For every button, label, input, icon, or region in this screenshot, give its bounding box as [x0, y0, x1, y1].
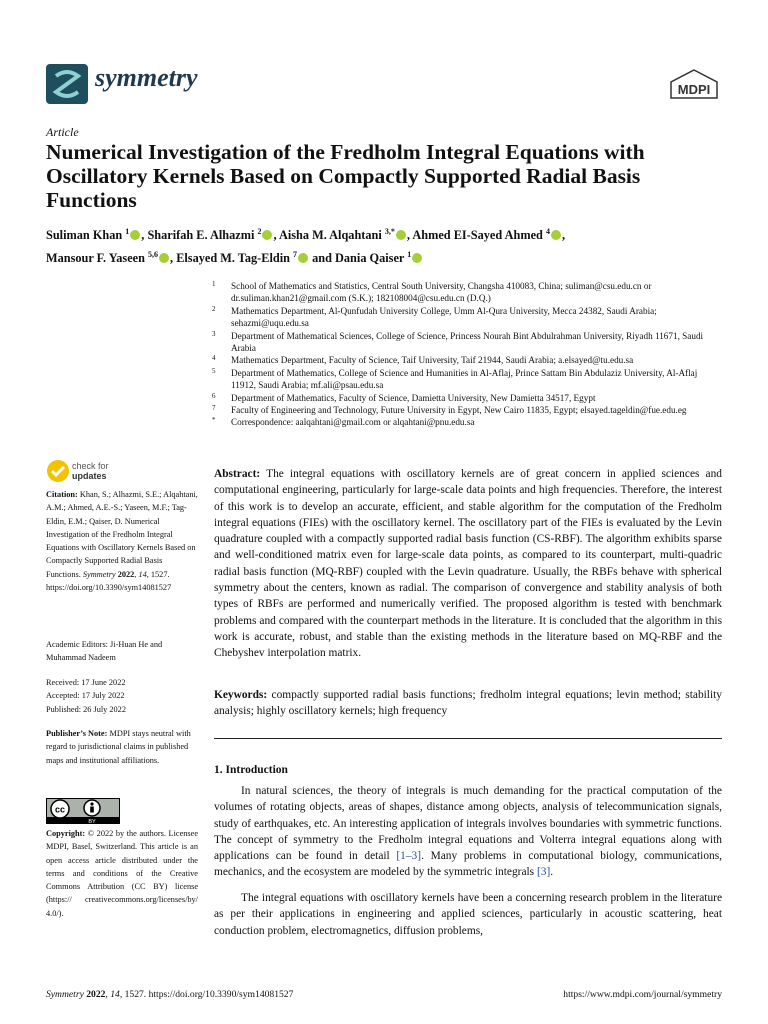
affiliation-number: 4	[212, 354, 216, 363]
svg-text:BY: BY	[88, 819, 96, 824]
citation-label: Citation:	[46, 490, 78, 499]
keywords-text: compactly supported radial basis functions; fredholm integral equations; levin method; stability analysis; highly oscillatory kernels; high frequency	[214, 689, 722, 718]
affiliation-item	[212, 416, 724, 428]
affiliation-number: 5	[212, 366, 216, 375]
author-affiliation-sup: 1	[407, 250, 412, 260]
author-list: Suliman Khan $^1$ , Sharifah E. Alhazmi $^2$ , Aisha M. Alqahtani $^{3,*}$ , Ahmed EI-Sayed Ahmed $^4$ , Mansour F. Yaseen $^{5,6}$ , Elsayed M. Tag-Eldin $^7$ and Dania Qaiser $^1$	[46, 227, 566, 266]
svg-text:cc: cc	[54, 804, 66, 815]
orcid-icon[interactable]	[551, 230, 561, 240]
orcid-icon[interactable]	[130, 230, 140, 240]
publishers-note-label: Publisher’s Note:	[46, 729, 108, 738]
citation-link[interactable]: [1–3]	[396, 850, 422, 863]
affiliation-item	[212, 280, 724, 305]
footer-url[interactable]: https://www.mdpi.com/journal/symmetry	[563, 989, 722, 1000]
affiliation-text: Correspondence: aalqahtani@gmail.com or alqahtani@pnu.edu.sa	[231, 417, 475, 428]
footer-year: 2022	[86, 989, 106, 1000]
author-name: Dania Qaiser $^1$	[335, 251, 423, 265]
keywords-label: Keywords:	[214, 689, 268, 701]
author-name: Ahmed EI-Sayed Ahmed $^4$	[412, 228, 562, 242]
author-affiliation-sup: 4	[545, 227, 550, 236]
author-affiliation-sup: 1	[125, 227, 130, 236]
orcid-icon[interactable]	[412, 253, 422, 263]
abstract-label: Abstract:	[214, 468, 261, 480]
author-affiliation-sup: 3,*	[384, 227, 395, 236]
page-title: Numerical Investigation of the Fredholm Integral Equations with Oscillatory Kernels Based on Compactly Supported Radial Basis Functions	[46, 140, 645, 212]
publishers-note	[46, 727, 198, 767]
citation-doi[interactable]: , 1527. https://doi.org/10.3390/sym14081527	[46, 569, 172, 593]
orcid-icon[interactable]	[396, 230, 406, 240]
author-name: Aisha M. Alqahtani $^{3,*}$	[279, 228, 407, 242]
citation-block: Citation: Khan, S.; Alhazmi, S.E.; Alqahtani, A.M.; Ahmed, A.E.-S.; Yaseen, M.F.; Tag-Eldin, E.M.; Qaiser, D. Numerical Investigation of the Fredholm Integral Equations with Oscillatory Kernels Based on Compactly Supported Radial Basis Functions. Symmetry 2022, 14, 1527. https://doi.org/10.3390/sym14081527	[46, 490, 198, 593]
journal-name: symmetry	[95, 63, 198, 92]
affiliation-number: 1	[212, 280, 216, 288]
citation-journal: Symmetry	[82, 569, 116, 579]
publishers-note-text: MDPI stays neutral with regard to jurisdictional claims in published maps and institutional affiliations.	[46, 729, 191, 765]
affiliation-item	[212, 404, 724, 416]
affiliation-text: School of Mathematics and Statistics, Central South University, Changsha 410083, China; suliman@csu.edu.cn or dr.suliman.khan21@gmail.com (S.K.); 182108004@csu.edu.cn (D.Q.)	[231, 281, 652, 304]
published-date: Published: 26 July 2022	[46, 704, 126, 714]
citation-link[interactable]: [3]	[536, 866, 551, 879]
affiliation-number: *	[212, 416, 216, 425]
article-type: Article	[46, 125, 79, 139]
footer-citation: Symmetry 2022, 14, 1527. https://doi.org/10.3390/sym14081527	[46, 989, 294, 1000]
academic-editors: Academic Editors: Ji-Huan He and Muhammad Nadeem	[46, 640, 163, 663]
intro-paragraph-1	[214, 783, 722, 881]
intro-paragraph-2: The integral equations with oscillatory kernels have been a concerning research problem in the literature as per their applications in engineering and applied sciences, particularly in acoustic scattering, heat conduction problem, electromagnetics, diffusion problems,	[214, 892, 722, 937]
citation-text: Khan, S.; Alhazmi, S.E.; Alqahtani, A.M.; Ahmed, A.E.-S.; Yaseen, M.F.; Tag-Eldin, E.M.; Qaiser, D. Numerical Investigation of the Fredholm Integral Equations with Oscillatory Kernels Based on Compactly Supported Radial Basis Functions.	[46, 490, 198, 579]
affiliation-item	[212, 305, 724, 330]
check-updates-line2: updates	[72, 471, 107, 481]
footer-doi[interactable]: , 1527. https://doi.org/10.3390/sym14081527	[119, 989, 294, 1000]
affiliation-number: 2	[212, 304, 216, 313]
author-affiliation-sup: 5,6	[148, 250, 159, 260]
section-title-introduction: 1. Introduction	[214, 764, 288, 776]
footer-journal: Symmetry	[46, 989, 84, 1000]
author-name: Mansour F. Yaseen $^{5,6}$	[46, 251, 170, 265]
footer-volume: 14	[110, 989, 120, 1000]
affiliation-text: Department of Mathematics, Faculty of Science, Damietta University, New Damietta 34517, Egypt	[231, 392, 596, 403]
abstract	[214, 466, 722, 662]
svg-text:MDPI: MDPI	[677, 82, 711, 97]
author-name: Elsayed M. Tag-Eldin $^7$	[176, 251, 309, 265]
affiliation-item	[212, 330, 724, 355]
received-date: Received: 17 June 2022	[46, 678, 126, 687]
orcid-icon[interactable]	[298, 253, 308, 263]
affiliation-item	[212, 392, 724, 404]
check-updates-line1: check for	[72, 461, 109, 471]
copyright-block	[46, 827, 198, 920]
affiliation-item	[212, 354, 724, 366]
affiliation-item	[212, 367, 724, 392]
affiliation-text: Mathematics Department, Faculty of Science, Taif University, Taif 21944, Saudi Arabia; a.elsayed@tu.edu.sa	[231, 355, 634, 366]
affiliations	[212, 280, 724, 429]
orcid-icon[interactable]	[262, 230, 272, 240]
dates-block	[46, 676, 198, 716]
accepted-date: Accepted: 17 July 2022	[46, 691, 125, 701]
intro-text-1a: In natural sciences, the theory of integrals is much demanding for the practical computation of the volumes of rotating objects, areas of shapes, distance among objects, analysis of telecommunication signals, study of earthquakes, etc. An interesting application of integrals involves boundaries with symmetric functions. The concept of symmetry to the Fredholm integral equations and Volterra integral equations along with applications can be found in detail	[214, 785, 722, 863]
copyright-text: © 2022 by the authors. Licensee MDPI, Basel, Switzerland. This article is an open access article distributed under the terms and conditions of the Creative Commons Attribution (CC BY) license (https:// creativecommons.org/licenses/by/ 4.0/).	[46, 829, 199, 918]
citation-year: 2022	[117, 569, 135, 579]
copyright-label: Copyright:	[46, 829, 86, 838]
mdpi-logo	[667, 68, 721, 100]
author-affiliation-sup: 2	[257, 227, 262, 236]
affiliation-text: Mathematics Department, Al-Qunfudah University College, Umm Al-Qura University, Mecca 24382, Saudi Arabia; sehazmi@uqu.edu.sa	[231, 305, 657, 329]
affiliation-number: 7	[212, 404, 216, 413]
section-divider	[214, 738, 722, 739]
affiliation-text: Department of Mathematical Sciences, College of Science, Princess Nourah Bint Abdulrahman University, Riyadh 11671, Saudi Arabia	[231, 330, 704, 354]
author-name: Sharifah E. Alhazmi $^2$	[147, 228, 273, 242]
intro-text-1c: .	[550, 866, 554, 879]
author-affiliation-sup: 7	[293, 250, 298, 260]
author-name: Suliman Khan $^1$	[46, 228, 141, 242]
check-updates-label[interactable]	[72, 461, 109, 481]
affiliation-text: Department of Mathematics, College of Science and Humanities in Al-Aflaj, Prince Sattam Bin Abdulaziz University, Al-Aflaj 11912, Saudi Arabia; mf.ali@psau.edu.sa	[231, 367, 698, 391]
affiliation-number: 6	[212, 391, 216, 400]
affiliation-number: 3	[212, 329, 216, 338]
affiliation-text: Faculty of Engineering and Technology, Future University in Egypt, New Cairo 11835, Egypt; elsayed.tageldin@fue.edu.eg	[231, 405, 687, 416]
keywords	[214, 687, 722, 720]
abstract-text: The integral equations with oscillatory kernels are of great concern in applied sciences and computational engineering, particularly for large-scale data points and high frequencies. Therefore, the interest of this work is to develop an accurate, efficient, and stable algorithm for the computation of the Fredholm integral equations (FIEs) with the oscillatory kernel. The oscillatory part of the FIEs is evaluated by the Levin quadrature coupled with a compactly supported radial basis function (CS-RBF). The algorithm exhibits sparse and well-conditioned matrix even for large-scale data points, as compared to its counterpart, multi-quadric radial basis function (MQ-RBF) coupled with the Levin quadrature. Usually, the RBFs behave with spherical symmetry about the centers, known as radial. The comparison of convergence and stability analysis of both types of RBFs are performed and numerically verified. The proposed algorithm is tested with benchmark problems and compared with the counterpart methods in the literature. It is concluded that the algorithm in this work is accurate, robust, and stable than the existing methods in the literature based on MQ-RBF and the Chebyshev interpolation matrix.	[214, 468, 722, 660]
intro-text-1b: . Many problems in computational biology, communications, mechanics, and the ecosystem are modeled by the symmetric integrals	[214, 850, 722, 879]
symmetry-logo	[46, 64, 88, 104]
check-updates-icon[interactable]	[46, 459, 70, 483]
citation-volume: 14	[138, 569, 147, 579]
cc-by-license-icon[interactable]	[46, 798, 120, 824]
orcid-icon[interactable]	[159, 253, 169, 263]
